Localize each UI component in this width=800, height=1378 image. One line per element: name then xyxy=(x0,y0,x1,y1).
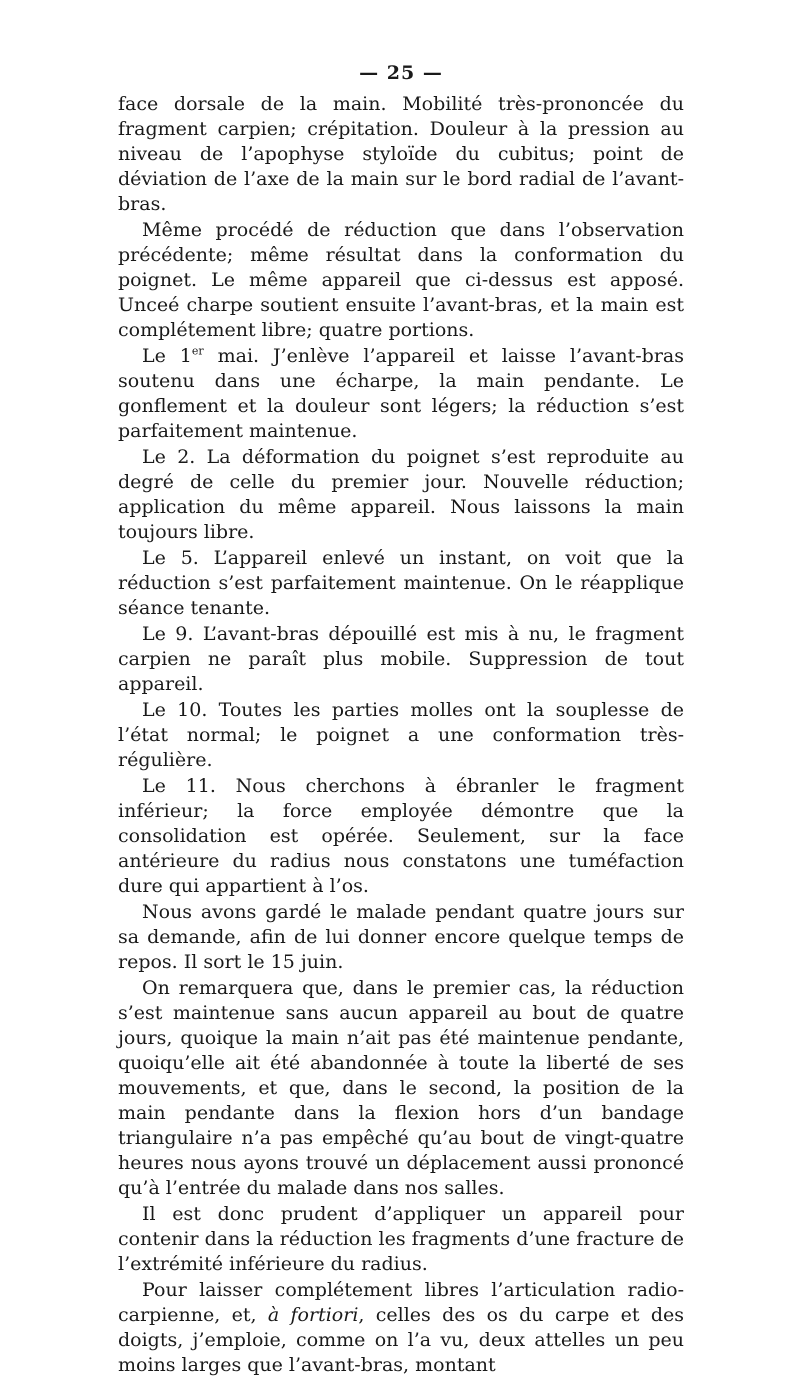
page-number: — 25 — xyxy=(359,62,443,84)
paragraph xyxy=(118,698,684,773)
paragraph-text: Le 2. La déformation du poignet s’est reproduite au degré de celle du premier jour. Nouvelle réduction; application du même appareil. Nous laissons la main toujours libre. xyxy=(118,446,684,543)
paragraph-text: Même procédé de réduction que dans l’observation précédente; même résultat dans la conformation du poignet. Le même appareil que ci-dessus est apposé. Unceé charpe soutient ensuite l’avant-bras, et la main est complétement libre; quatre portions. xyxy=(118,219,684,341)
book-page xyxy=(118,58,684,1378)
paragraph-text: face dorsale de la main. Mobilité très-prononcée du fragment carpien; crépitation. Douleur à la pression au niveau de l’apophyse styloïde du cubitus; point de déviation de l’axe de la main sur le bord radial de l’avant-bras. xyxy=(118,93,684,215)
paragraph-text: Le 1 xyxy=(142,345,192,367)
paragraph xyxy=(118,92,684,217)
paragraph xyxy=(118,1202,684,1277)
paragraph-text: Pour laisser complétement libres l’articulation radio-carpienne, et, xyxy=(118,1279,684,1326)
paragraph xyxy=(118,218,684,343)
paragraph-text: mai. J’enlève l’appareil et laisse l’avant-bras soutenu dans une écharpe, la main pendante. Le gonflement et la douleur sont légers; la réduction s’est parfaitement maintenue. xyxy=(118,345,684,442)
paragraph xyxy=(118,445,684,545)
text-body xyxy=(118,92,684,1378)
paragraph-text: Le 5. L’appareil enlevé un instant, on voit que la réduction s’est parfaitement maintenue. On le réapplique séance tenante. xyxy=(118,547,684,619)
paragraph-text: Il est donc prudent d’appliquer un appareil pour contenir dans la réduction les fragments d’une fracture de l’extrémité inférieure du radius. xyxy=(118,1203,684,1275)
paragraph xyxy=(118,976,684,1201)
paragraph xyxy=(118,1278,684,1378)
paragraph-text: Le 11. Nous cherchons à ébranler le fragment inférieur; la force employée démontre que la consolidation est opérée. Seulement, sur la face antérieure du radius nous constatons une tuméfaction dure qui appartient à l’os. xyxy=(118,775,684,897)
italic-text: à fortiori xyxy=(267,1304,359,1326)
paragraph xyxy=(118,546,684,621)
paragraph xyxy=(118,900,684,975)
paragraph-text: Le 10. Toutes les parties molles ont la souplesse de l’état normal; le poignet a une conformation très-régulière. xyxy=(118,699,684,771)
paragraph-text: Nous avons gardé le malade pendant quatre jours sur sa demande, afin de lui donner encore quelque temps de repos. Il sort le 15 juin. xyxy=(118,901,684,973)
paragraph-text: , celles des os du carpe et des doigts, j’emploie, comme on l’a vu, deux attelles un peu moins larges que l’avant-bras, montant xyxy=(118,1304,685,1376)
superscript: er xyxy=(191,344,204,358)
paragraph-text: Le 9. L’avant-bras dépouillé est mis à nu, le fragment carpien ne paraît plus mobile. Suppression de tout appareil. xyxy=(118,623,684,695)
paragraph xyxy=(118,774,684,899)
paragraph xyxy=(118,622,684,697)
paragraph-text: On remarquera que, dans le premier cas, la réduction s’est maintenue sans aucun appareil au bout de quatre jours, quoique la main n’ait pas été maintenue pendante, quoiqu’elle ait été abandonnée à toute la liberté de ses mouvements, et que, dans le second, la position de la main pendante dans la flexion hors d’un bandage triangulaire n’a pas empêché qu’au bout de vingt-quatre heures nous ayons trouvé un déplacement aussi prononcé qu’à l’entrée du malade dans nos salles. xyxy=(118,977,684,1199)
paragraph xyxy=(118,344,684,444)
